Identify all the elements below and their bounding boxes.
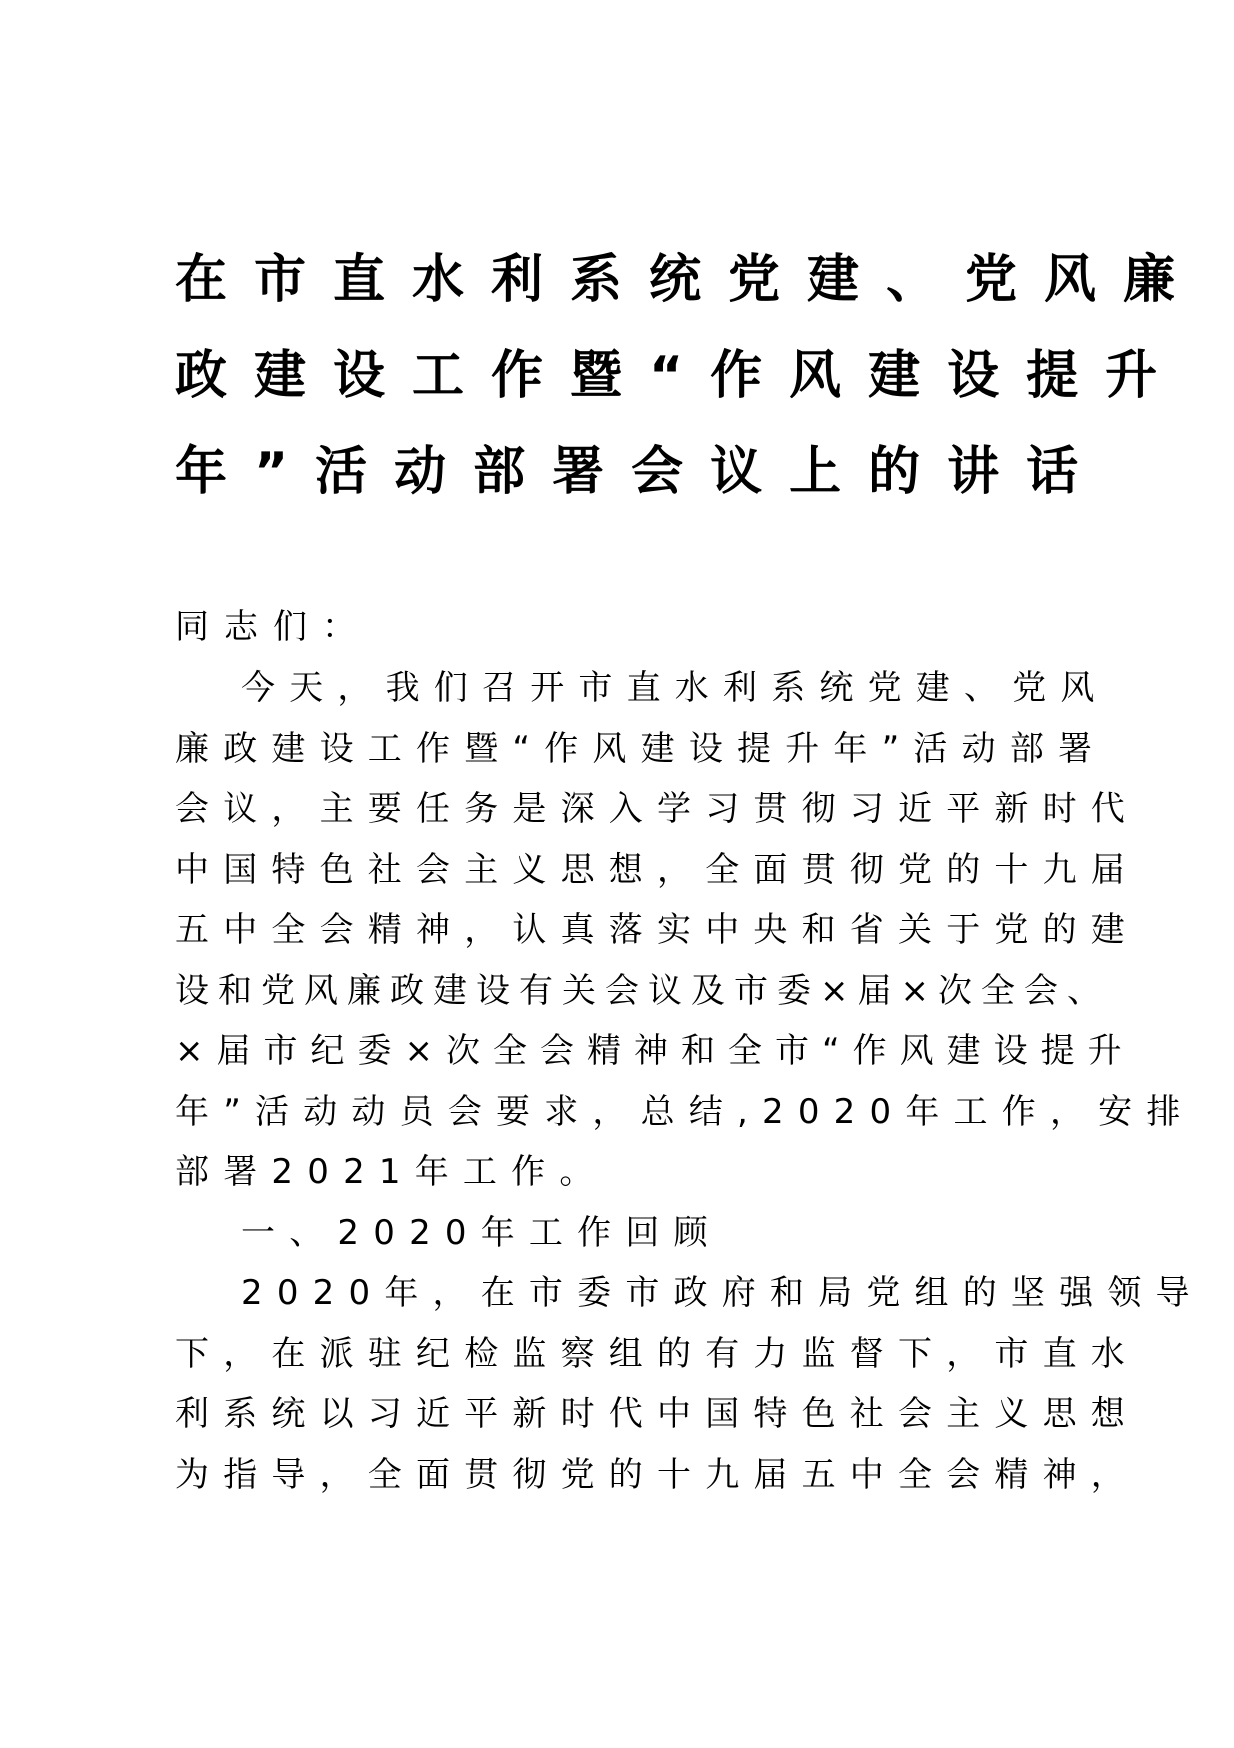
- section-heading: 一、2020年工作回顾: [241, 1212, 722, 1253]
- body-line: 年”活动动员会要求，总结,2020年工作，安排: [175, 1091, 1195, 1132]
- document-title: [175, 232, 1203, 520]
- body-line: 设和党风廉政建设有关会议及市委×届×次全会、: [175, 970, 1110, 1011]
- body-line: 下，在派驻纪检监察组的有力监督下，市直水: [175, 1333, 1139, 1374]
- body-line: 为指导，全面贯彻党的十九届五中全会精神，: [175, 1454, 1139, 1495]
- body-line: 利系统以习近平新时代中国特色社会主义思想: [175, 1394, 1139, 1434]
- document-body: [175, 658, 1204, 1505]
- body-line: 中国特色社会主义思想，全面贯彻党的十九届: [175, 849, 1139, 890]
- body-line: 部署2021年工作。: [175, 1152, 608, 1192]
- title-line: 年”活动部署会议上的讲话: [175, 442, 1106, 502]
- title-line: 政建设工作暨“作风建设提升: [175, 346, 1185, 406]
- salutation: 同志们：: [175, 607, 371, 647]
- body-line: 会议，主要任务是深入学习贯彻习近平新时代: [175, 789, 1139, 829]
- title-line: 在市直水利系统党建、党风廉: [175, 250, 1203, 310]
- body-line: 今天，我们召开市直水利系统党建、党风: [241, 668, 1109, 708]
- body-line: 五中全会精神，认真落实中央和省关于党的建: [175, 910, 1139, 950]
- body-line: ×届市纪委×次全会精神和全市“作风建设提升: [175, 1031, 1135, 1071]
- body-line: 2020年，在市委市政府和局党组的坚强领导: [241, 1273, 1204, 1313]
- body-line: 廉政建设工作暨“作风建设提升年”活动部署: [175, 728, 1107, 769]
